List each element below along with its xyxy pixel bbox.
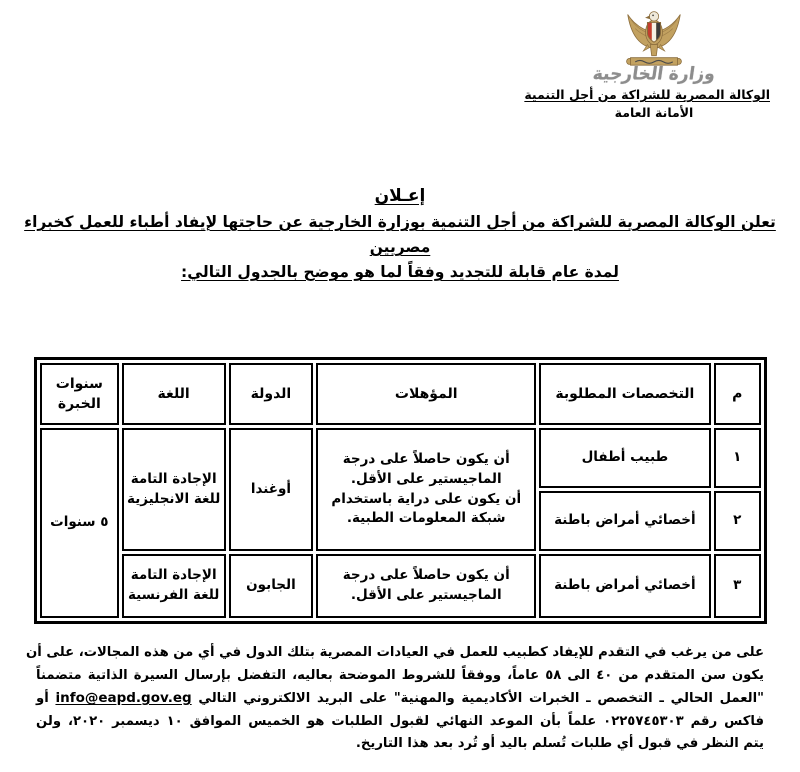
col-header-specializations: التخصصات المطلوبة bbox=[539, 363, 710, 425]
row2-number: ٢ bbox=[714, 491, 761, 551]
vacancies-table-wrap bbox=[34, 357, 767, 624]
table-row-1 bbox=[40, 428, 761, 488]
qualification-line: أن يكون على دراية باستخدام شبكة المعلومات الطبية. bbox=[331, 490, 522, 527]
language-french-cell bbox=[122, 554, 226, 618]
table-row-3 bbox=[40, 554, 761, 618]
egypt-coat-of-arms bbox=[538, 6, 770, 68]
footer-line-3-suffix: أو bbox=[36, 691, 49, 706]
language-line: الإجادة التامة bbox=[130, 470, 217, 487]
language-line: للغة الفرنسية bbox=[127, 587, 220, 603]
announcement-title: إعـلان bbox=[374, 186, 426, 206]
col-header-number: م bbox=[714, 363, 761, 425]
row3-specialization: أخصائي أمراض باطنة bbox=[539, 554, 710, 618]
row1-specialization: طبيب أطفال bbox=[539, 428, 710, 488]
row2-specialization: أخصائي أمراض باطنة bbox=[539, 491, 710, 551]
col-header-qualifications: المؤهلات bbox=[316, 363, 536, 425]
eagle-of-saladin-icon bbox=[621, 6, 687, 68]
language-english-cell bbox=[122, 428, 226, 551]
table-header-row bbox=[40, 363, 761, 425]
application-instructions bbox=[26, 642, 765, 756]
announcement-intro-line2: لمدة عام قابلة للتجديد وفقاً لما هو موضح بالجدول التالي: bbox=[181, 263, 619, 281]
footer-line-5: يتم النظر في قبول أي طلبات تُسلم باليد أو تُرد بعد هذا التاريخ. bbox=[355, 736, 764, 751]
col-header-language: اللغة bbox=[122, 363, 226, 425]
experience-years-cell: ٥ سنوات bbox=[40, 428, 119, 618]
secretariat-name: الأمانة العامة bbox=[614, 105, 694, 120]
footer-line-3-text: "العمل الحالي ـ التخصص ـ الخبرات الأكاديمية والمهنية" على البريد الالكتروني التالي bbox=[198, 691, 764, 706]
announcement-heading bbox=[0, 186, 800, 285]
agency-name: الوكالة المصرية للشراكة من أجل التنمية bbox=[524, 87, 770, 102]
footer-line-4-fax-deadline: فاكس رقم ٠٢٢٥٧٤٥٣٠٣ علماً بأن الموعد النهائي لقبول الطلبات هو الخميس الموافق ١٠ ديسمبر ٢٠٢٠، ولن bbox=[36, 713, 764, 729]
country-gabon-cell: الجابون bbox=[229, 554, 314, 618]
footer-line-2: يكون سن المتقدم من ٤٠ الى ٥٨ عاماً، ووفقاً للشروط الموضحة بعاليه، التفضل بإرسال السيرة الذاتية متضمناً bbox=[36, 667, 765, 683]
row3-number: ٣ bbox=[714, 554, 761, 618]
footer-line-3 bbox=[36, 687, 764, 711]
qualifications-uganda-cell bbox=[316, 428, 536, 551]
col-header-country: الدولة bbox=[229, 363, 314, 425]
agency-letterhead bbox=[524, 6, 770, 120]
qualification-line: أن يكون حاصلاً على درجة الماجيستير على الأقل. bbox=[342, 451, 510, 487]
language-line: الإجادة التامة bbox=[130, 567, 217, 584]
country-uganda-cell: أوغندا bbox=[229, 428, 314, 551]
vacancies-table bbox=[34, 357, 767, 624]
row1-number: ١ bbox=[714, 428, 761, 488]
email-address: info@eapd.gov.eg bbox=[55, 690, 192, 706]
footer-line-1: على من يرغب في التقدم للإيفاد كطبيب للعمل في العيادات المصرية بتلك الدول في أي من هذه المجالات، على أن bbox=[26, 645, 764, 660]
announcement-intro-line1: تعلن الوكالة المصرية للشراكة من أجل التنمية بوزارة الخارجية عن حاجتها لإيفاد أطباء للعمل كخبراء مصريين bbox=[24, 213, 776, 256]
language-line: للغة الانجليزية bbox=[127, 490, 221, 507]
ministry-calligraphy: وزارة الخارجية bbox=[591, 63, 717, 85]
qualifications-gabon-cell: أن يكون حاصلاً على درجة الماجيستير على الأقل. bbox=[316, 554, 536, 618]
col-header-experience: سنوات الخبرة bbox=[40, 363, 119, 425]
